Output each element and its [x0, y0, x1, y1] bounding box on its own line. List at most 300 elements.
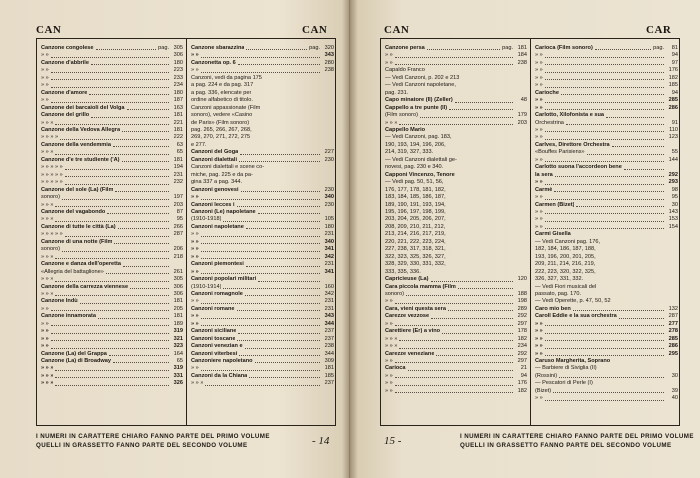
- entry-title: 195, 196, 197, 198, 199,: [385, 208, 446, 215]
- index-entry: [385, 284, 527, 291]
- index-entry: [191, 149, 334, 156]
- entry-page-number: [666, 358, 678, 365]
- index-entry: [41, 134, 183, 141]
- entry-page-number: [515, 209, 527, 216]
- entry-page-number: 289: [517, 305, 527, 312]
- dot-leader: [253, 90, 320, 95]
- entry-page-number: 184: [517, 52, 527, 59]
- dot-leader: [431, 313, 513, 318]
- index-entry: [535, 209, 678, 216]
- dot-leader: [447, 224, 513, 229]
- left-column-b: [187, 39, 336, 425]
- entry-title: 227, 238, 317, 318, 321,: [385, 246, 446, 253]
- index-entry: [385, 149, 527, 156]
- entry-page-number: 63: [176, 141, 183, 148]
- dot-leader: [545, 328, 664, 333]
- dot-leader: [545, 105, 664, 110]
- index-entry: [535, 187, 678, 194]
- dot-leader: [399, 343, 513, 348]
- index-entry: [41, 365, 183, 372]
- entry-title: pag. 231.: [385, 89, 409, 96]
- index-entry: [535, 75, 678, 82]
- entry-title: Canzone Indù: [41, 298, 78, 305]
- entry-page-number: 181: [173, 112, 183, 119]
- entry-page-number: 342: [324, 253, 334, 260]
- index-entry: [41, 82, 183, 89]
- entry-title: » » »: [385, 119, 398, 126]
- dot-leader: [427, 67, 513, 72]
- dot-leader: [612, 358, 664, 363]
- dot-leader: [201, 313, 320, 318]
- entry-title: 176, 177, 178, 181, 182,: [385, 186, 446, 193]
- index-entry: [41, 239, 183, 246]
- entry-page-number: 306: [173, 290, 183, 297]
- index-entry: [41, 179, 183, 186]
- entry-title: 328, 329, 330, 331, 332,: [385, 261, 446, 268]
- entry-page-number: 280: [324, 59, 334, 66]
- dot-leader: [599, 365, 664, 370]
- dot-leader: [545, 336, 664, 341]
- entry-title: Carmè: [535, 186, 553, 193]
- index-entry: [385, 328, 527, 335]
- dot-leader: [619, 313, 664, 318]
- dot-leader: [545, 179, 664, 184]
- dot-leader: [448, 209, 513, 214]
- dot-leader: [436, 351, 513, 356]
- entry-page-number: 95: [671, 194, 678, 201]
- index-entry: [535, 284, 678, 291]
- index-entry: [41, 313, 183, 320]
- entry-page-number: [666, 231, 678, 238]
- index-entry: [535, 298, 678, 305]
- entry-page-number: [515, 90, 527, 97]
- entry-page-number: [666, 164, 678, 171]
- entry-title: » »: [535, 156, 543, 163]
- dot-leader: [545, 127, 664, 132]
- entry-title: Carioca: [385, 365, 406, 372]
- index-entry: [535, 373, 678, 380]
- entry-page-number: 81: [671, 45, 678, 51]
- dot-leader: [201, 194, 320, 199]
- entry-page-number: [515, 75, 527, 82]
- entry-page-number: 40: [671, 395, 678, 402]
- index-entry: [41, 380, 183, 387]
- entry-title: Caro mio ben: [535, 305, 571, 312]
- entry-title: 209, 211, 214, 216, 219,: [535, 261, 596, 268]
- index-entry: [41, 254, 183, 261]
- index-entry: [191, 120, 334, 127]
- index-entry: [535, 231, 678, 238]
- index-entry: [535, 343, 678, 350]
- dot-leader: [448, 254, 513, 259]
- entry-title: » »: [535, 208, 543, 215]
- index-entry: [535, 365, 678, 372]
- entry-page-number: [515, 261, 527, 268]
- dot-leader: [51, 328, 169, 333]
- entry-title: Canzoni appassionate (Film: [191, 104, 261, 111]
- entry-title: » »: [191, 313, 199, 320]
- index-entry: [191, 157, 334, 164]
- index-entry: [385, 388, 527, 395]
- dot-leader: [585, 276, 664, 281]
- dot-leader: [51, 75, 169, 80]
- index-entry: [535, 336, 678, 343]
- entry-page-number: [322, 127, 334, 134]
- index-entry: [41, 216, 183, 223]
- dot-leader: [448, 231, 513, 236]
- dot-leader: [55, 276, 169, 281]
- entry-title: » »: [535, 52, 543, 59]
- index-entry: [41, 112, 183, 119]
- dot-leader: [435, 149, 513, 154]
- dot-leader: [252, 134, 320, 139]
- entry-title: » »: [535, 74, 543, 81]
- index-entry: [41, 149, 183, 156]
- right-page-number: 15 -: [384, 435, 402, 447]
- entry-page-number: [666, 239, 678, 246]
- dot-leader: [118, 224, 169, 229]
- dot-leader: [395, 388, 513, 393]
- entry-title: » »: [535, 216, 543, 223]
- entry-title: 322, 323, 325, 326, 327,: [385, 253, 446, 260]
- dot-leader: [459, 157, 513, 162]
- entry-page-number: 221: [173, 119, 183, 126]
- dot-leader: [457, 172, 513, 177]
- index-entry: [385, 291, 527, 298]
- dot-leader: [566, 120, 664, 125]
- entry-title: » »: [535, 350, 543, 357]
- left-footer-note: [36, 433, 270, 450]
- entry-title: Capricieuse (La): [385, 276, 429, 283]
- entry-title: Canzone d'abbrile: [41, 59, 89, 66]
- entry-page-number: [515, 82, 527, 89]
- dot-leader: [55, 120, 169, 125]
- entry-title: «Allegria del battaglione»: [41, 268, 104, 275]
- index-entry: [191, 142, 334, 149]
- entry-title: 183, 184, 185, 186, 187,: [385, 194, 446, 201]
- entry-page-number: [322, 75, 334, 82]
- dot-leader: [408, 365, 513, 370]
- entry-page-number: [322, 134, 334, 141]
- index-entry: [191, 105, 334, 112]
- dot-leader: [123, 261, 169, 266]
- index-entry: [385, 276, 527, 283]
- entry-page-number: 297: [517, 358, 527, 365]
- entry-title: » »: [385, 52, 393, 59]
- index-entry: [535, 82, 678, 89]
- entry-title: Carmen (Bizet): [535, 201, 575, 208]
- dot-leader: [554, 187, 664, 192]
- left-page-number: - 14: [312, 435, 330, 447]
- dot-leader: [423, 269, 513, 274]
- dot-leader: [223, 284, 320, 289]
- index-entry: [535, 254, 678, 261]
- entry-page-number: 94: [671, 52, 678, 59]
- entry-page-number: 203: [517, 119, 527, 126]
- entry-page-number: 182: [668, 74, 678, 81]
- dot-leader: [595, 380, 664, 385]
- entry-title: » »: [191, 298, 199, 305]
- index-entry: [385, 164, 527, 171]
- entry-page-number: 233: [173, 74, 183, 81]
- dot-leader: [420, 112, 513, 117]
- dot-leader: [201, 231, 320, 236]
- dot-leader: [545, 216, 664, 221]
- index-entry: [385, 231, 527, 238]
- index-entry: [191, 202, 334, 209]
- entry-page-number: 198: [517, 298, 527, 305]
- dot-leader: [246, 261, 320, 266]
- entry-title: Canzone di una notte (Film: [41, 238, 113, 245]
- entry-title: — Vedi Canzoni, p. 202 e 213: [385, 74, 460, 81]
- index-entry: [385, 134, 527, 141]
- entry-title: » » »: [41, 372, 54, 379]
- entry-page-number: 342: [324, 290, 334, 297]
- entry-page-number: 278: [668, 328, 678, 335]
- index-entry: [191, 164, 334, 171]
- entry-title: » » »: [41, 216, 54, 223]
- dot-leader: [55, 380, 169, 385]
- index-entry: [385, 45, 527, 52]
- dot-leader: [201, 67, 320, 72]
- entry-page-number: [666, 269, 678, 276]
- dot-leader: [545, 97, 664, 102]
- entry-page-number: 181: [173, 313, 183, 320]
- dot-leader: [545, 209, 664, 214]
- entry-page-number: [666, 365, 678, 372]
- entry-title: Carioche: [535, 89, 559, 96]
- entry-title: 193, 196, 200, 201, 205,: [535, 253, 596, 260]
- entry-page-number: [515, 231, 527, 238]
- entry-page-number: [515, 216, 527, 223]
- entry-page-number: 105: [324, 216, 334, 223]
- entry-page-number: [515, 172, 527, 179]
- entry-title: » »: [385, 320, 393, 327]
- dot-leader: [597, 261, 664, 266]
- dot-leader: [201, 298, 320, 303]
- index-entry: [191, 231, 334, 238]
- entry-title: » »: [535, 59, 543, 66]
- index-entry: [535, 216, 678, 223]
- index-entry: [191, 306, 334, 313]
- index-entry: [41, 142, 183, 149]
- entry-page-number: [515, 142, 527, 149]
- left-running-head-left: CAN: [36, 24, 62, 36]
- entry-page-number: [322, 105, 334, 112]
- entry-page-number: [666, 276, 678, 283]
- entry-page-number: [322, 97, 334, 104]
- dot-leader: [576, 202, 664, 207]
- entry-page-number: 205: [173, 305, 183, 312]
- index-entry: [385, 67, 527, 74]
- entry-title: » »: [385, 59, 393, 66]
- index-entry: [191, 90, 334, 97]
- index-entry: [535, 321, 678, 328]
- entry-title: » »: [41, 67, 49, 74]
- dot-leader: [448, 194, 513, 199]
- entry-title: » »: [535, 179, 543, 186]
- index-entry: [41, 164, 183, 171]
- index-entry: [535, 127, 678, 134]
- footer-line-1: I NUMERI IN CARATTERE CHIARO FANNO PARTE DEL PRIMO VOLUME: [36, 433, 270, 440]
- index-entry: [385, 209, 527, 216]
- dot-leader: [545, 75, 664, 80]
- dot-leader: [583, 291, 664, 296]
- entry-title: Canzoniere napoletano: [191, 358, 253, 365]
- entry-page-number: 98: [671, 186, 678, 193]
- entry-title: Canzone d'e tre studiente ('A): [41, 156, 120, 163]
- entry-page-number: 306: [173, 283, 183, 290]
- entry-title: — Vedi Canzoni pag. 176,: [535, 238, 600, 245]
- index-entry: [41, 52, 183, 59]
- entry-title: Canzone del grillo: [41, 112, 90, 119]
- dot-leader: [595, 45, 651, 50]
- index-entry: [191, 276, 334, 283]
- entry-title: » »: [41, 343, 49, 350]
- entry-title: Canzonetta op. 6: [191, 59, 236, 66]
- dot-leader: [255, 97, 320, 102]
- dot-leader: [613, 298, 664, 303]
- entry-title: Canzoni romane: [191, 305, 235, 312]
- dot-leader: [399, 336, 513, 341]
- dot-leader: [448, 142, 513, 147]
- dot-leader: [445, 179, 513, 184]
- dot-leader: [51, 97, 169, 102]
- entry-page-number: 206: [173, 246, 183, 253]
- entry-title: Canzoni napoletane: [191, 223, 244, 230]
- index-entry: [41, 328, 183, 335]
- index-entry: [385, 351, 527, 358]
- dot-leader: [427, 45, 500, 50]
- entry-title: » »: [191, 231, 199, 238]
- entry-title: Canzoni siciliane: [191, 328, 237, 335]
- index-entry: [385, 127, 527, 134]
- entry-title: » »: [535, 97, 543, 104]
- entry-title: 214, 319, 327, 333.: [385, 149, 434, 156]
- dot-leader: [201, 239, 320, 244]
- entry-title: » »: [41, 74, 49, 81]
- entry-page-number: 30: [671, 372, 678, 379]
- dot-leader: [545, 343, 664, 348]
- dot-leader: [255, 172, 320, 177]
- dot-leader: [448, 216, 513, 221]
- entry-title: » » »: [41, 201, 54, 208]
- entry-title: Canzone persa: [385, 45, 425, 51]
- index-entry: [385, 112, 527, 119]
- entry-title: » »: [41, 320, 49, 327]
- dot-leader: [113, 358, 169, 363]
- index-entry: [41, 209, 183, 216]
- entry-title: — Vedi Canzoni dialettali ge-: [385, 156, 457, 163]
- entry-title: passato, pag. 170.: [535, 290, 582, 297]
- entry-title: Canzoni da la Chiana: [191, 372, 248, 379]
- index-entry: [535, 45, 678, 52]
- entry-page-number: 232: [173, 179, 183, 186]
- dot-leader: [249, 373, 320, 378]
- entry-title: Carezze veneziane: [385, 350, 435, 357]
- dot-leader: [60, 134, 169, 139]
- entry-page-number: 222: [173, 134, 183, 141]
- entry-page-number: [515, 187, 527, 194]
- entry-page-number: 91: [671, 119, 678, 126]
- entry-title: » »: [535, 343, 543, 350]
- entry-title: Canzone d'amore: [41, 89, 88, 96]
- dot-leader: [598, 269, 664, 274]
- dot-leader: [96, 45, 157, 50]
- index-entry: [535, 172, 678, 179]
- dot-leader: [545, 157, 664, 162]
- index-entry: [191, 321, 334, 328]
- dot-leader: [612, 142, 664, 147]
- entry-page-number: 277: [668, 320, 678, 327]
- entry-page-number: 181: [324, 365, 334, 372]
- index-entry: [535, 202, 678, 209]
- entry-page-number: 181: [173, 298, 183, 305]
- entry-title: Canzone (La) del Grappa: [41, 350, 107, 357]
- dot-leader: [55, 202, 169, 207]
- dot-leader: [201, 52, 320, 57]
- index-entry: [385, 194, 527, 201]
- entry-page-number: [515, 202, 527, 209]
- entry-page-number: 331: [173, 372, 183, 379]
- dot-leader: [255, 82, 320, 87]
- entry-page-number: 234: [517, 343, 527, 350]
- entry-page-number: 231: [173, 171, 183, 178]
- entry-page-number: 323: [173, 343, 183, 350]
- dot-leader: [65, 164, 169, 169]
- entry-title: Canzone innamorata: [41, 313, 97, 320]
- entry-title: Canzone di tutte le città (La): [41, 223, 116, 230]
- entry-page-number: [322, 276, 334, 283]
- entry-page-number: 154: [668, 223, 678, 230]
- entry-page-number: 188: [517, 290, 527, 297]
- index-entry: [535, 313, 678, 320]
- entry-title: Canzone dei barcaioli del Volga: [41, 104, 125, 111]
- entry-title: — Vedi Canzoni, pag. 183,: [385, 134, 452, 141]
- index-entry: [41, 284, 183, 291]
- entry-page-number: [666, 112, 678, 119]
- entry-page-number: [515, 164, 527, 171]
- index-entry: [535, 239, 678, 246]
- entry-title: » » » » »: [41, 231, 63, 238]
- entry-page-number: [666, 284, 678, 291]
- dot-leader: [122, 127, 169, 132]
- dot-leader: [395, 298, 513, 303]
- index-entry: [41, 202, 183, 209]
- entry-page-number: 305: [173, 276, 183, 283]
- index-entry: [535, 291, 678, 298]
- entry-page-number: 292: [668, 171, 678, 178]
- entry-page-number: 180: [173, 59, 183, 66]
- index-entry: [535, 306, 678, 313]
- entry-page-number: 285: [668, 335, 678, 342]
- dot-leader: [445, 164, 513, 169]
- index-entry: [385, 321, 527, 328]
- entry-page-number: 30: [671, 201, 678, 208]
- dot-leader: [545, 351, 664, 356]
- entry-title: Carlotto suona l'accordeon bene: [535, 164, 622, 171]
- index-entry: [41, 298, 183, 305]
- dot-leader: [107, 209, 169, 214]
- dot-leader: [395, 60, 513, 65]
- entry-title: 203, 204, 205, 206, 207,: [385, 216, 446, 223]
- entry-page-number: 94: [520, 372, 527, 379]
- index-entry: [191, 336, 334, 343]
- right-column-a: [381, 39, 531, 425]
- entry-page-number: 182: [517, 387, 527, 394]
- index-entry: [385, 269, 527, 276]
- index-entry: [535, 269, 678, 276]
